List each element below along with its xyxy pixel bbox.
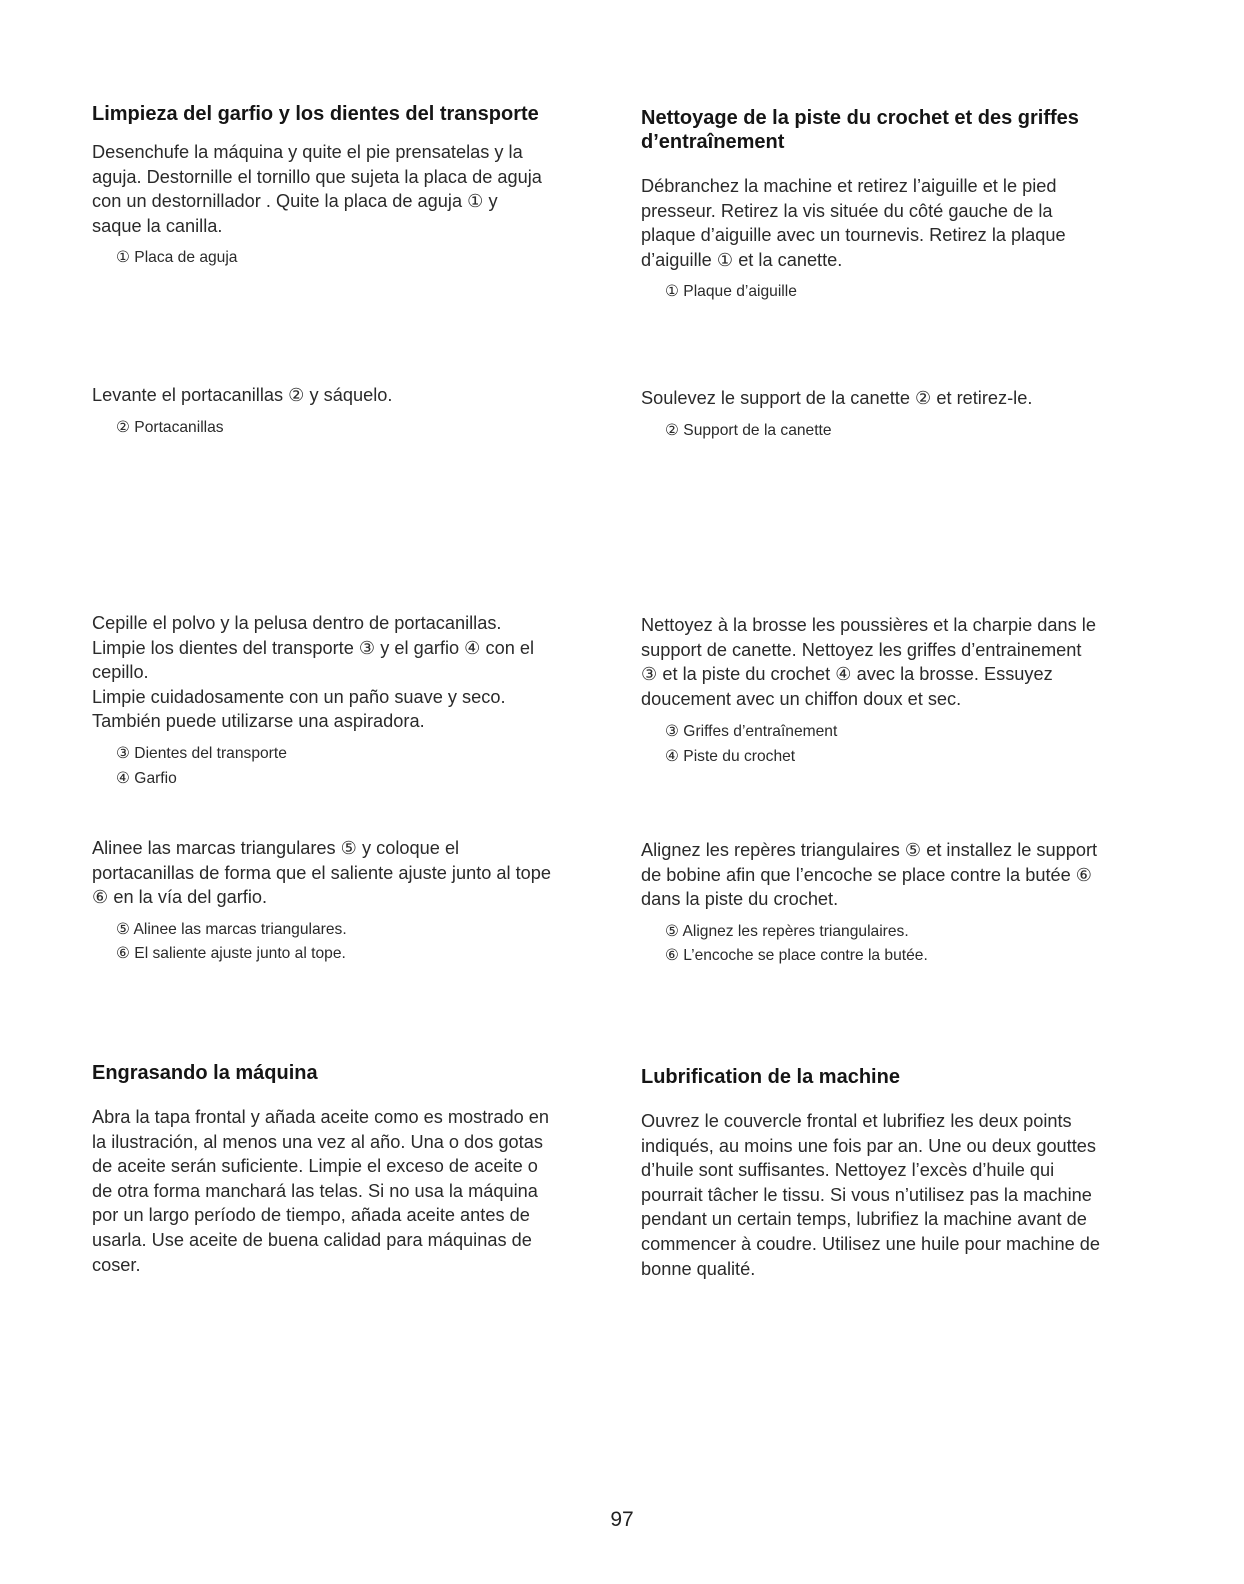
es-legend-1 [92,246,612,271]
text-line: cepillo. [92,662,149,683]
text-line: de bobine afin que l’encoche se place contre la butée ⑥ [641,864,1093,885]
text-line: con un destornillador . Quite la placa de aguja ① y [92,191,498,212]
text-line: coser. [92,1254,141,1275]
text-line: ③ et la piste du crochet ④ avec la brosse. Essuyez [641,664,1053,685]
legend-item: ② Portacanillas [116,418,224,436]
fr-legend-4 [641,920,1161,969]
text-line: por un largo período de tiempo, añada aceite antes de [92,1205,530,1226]
es-legend-2 [92,416,612,441]
text-line: presseur. Retirez la vis située du côté gauche de la [641,200,1053,221]
text-line: Débranchez la machine et retirez l’aiguille et le pied [641,176,1057,196]
fr-paragraph-5 [641,1109,1161,1281]
text-line: Limpie los dientes del transporte ③ y el garfio ④ con el [92,637,535,658]
es-legend-4 [92,918,612,967]
text-line: ⑥ en la vía del garfio. [92,887,268,908]
es-step-3 [92,611,612,791]
fr-legend-3 [641,720,1161,769]
es-paragraph-3 [92,611,612,734]
legend-item: ③ Dientes del transporte [116,744,287,762]
fr-paragraph-3 [641,613,1161,711]
heading-line: Nettoyage de la piste du crochet et des griffes [641,107,1079,129]
text-line: pendant un certain temps, lubrifiez la machine avant de [641,1209,1087,1230]
fr-heading-oiling: Lubrification de la machine [641,1066,900,1088]
fr-legend-1 [641,280,1161,305]
text-line: d’huile sont suffisantes. Nettoyez l’excès d’huile qui [641,1160,1055,1181]
text-line: aguja. Destornille el tornillo que sujeta la placa de aguja [92,166,542,187]
legend-item: ③ Griffes d’entraînement [665,723,838,741]
legend-item: ① Plaque d’aiguille [665,283,797,301]
fr-step-3 [641,613,1161,770]
legend-item: ④ Piste du crochet [665,747,796,765]
es-paragraph-1 [92,140,612,238]
es-step-4 [92,836,612,967]
page-number: 97 [610,1508,634,1531]
text-line: Nettoyez à la brosse les poussières et la charpie dans le [641,615,1096,635]
text-line: commencer à coudre. Utilisez une huile pour machine de [641,1233,1100,1254]
text-line: usarla. Use aceite de buena calidad para máquinas de [92,1229,532,1250]
es-legend-3 [92,742,612,791]
heading-line: d’entraînement [641,131,785,153]
legend-item: ⑥ El saliente ajuste junto al tope. [116,945,346,963]
fr-paragraph-2: Soulevez le support de la canette ② et retirez-le. [641,388,1033,408]
text-line: También puede utilizarse una aspiradora. [92,711,425,732]
text-line: saque la canilla. [92,215,223,236]
text-line: portacanillas de forma que el saliente ajuste junto al tope [92,862,552,883]
text-line: Cepille el polvo y la pelusa dentro de portacanillas. [92,613,502,633]
text-line: dans la piste du crochet. [641,889,839,910]
fr-step-2 [641,386,1161,443]
text-line: Alinee las marcas triangulares ⑤ y coloque el [92,838,460,858]
fr-paragraph-4 [641,838,1161,912]
fr-section-oiling [641,1065,1161,1281]
text-line: doucement avec un chiffon doux et sec. [641,688,962,709]
text-line: de otra forma manchará las telas. Si no usa la máquina [92,1180,538,1201]
text-line: Desenchufe la máquina y quite el pie prensatelas y la [92,142,523,162]
text-line: Abra la tapa frontal y añada aceite como es mostrado en [92,1107,549,1127]
fr-step-4 [641,838,1161,969]
es-heading-cleaning: Limpieza del garfio y los dientes del transporte [92,103,539,125]
es-paragraph-5 [92,1105,612,1277]
legend-item: ⑥ L’encoche se place contre la butée. [665,947,928,965]
legend-item: ④ Garfio [116,769,177,787]
legend-item: ② Support de la canette [665,421,832,439]
text-line: Alignez les repères triangulaires ⑤ et installez le support [641,840,1098,860]
text-line: bonne qualité. [641,1258,756,1279]
legend-item: ⑤ Alignez les repères triangulaires. [665,922,909,940]
text-line: plaque d’aiguille avec un tournevis. Retirez la plaque [641,225,1066,246]
text-line: pourrait tâcher le tissu. Si vous n’utilisez pas la machine [641,1184,1092,1205]
text-line: support de canette. Nettoyez les griffes d’entrainement [641,639,1082,660]
es-section-cleaning [92,102,612,271]
es-step-2 [92,383,612,440]
es-heading-oiling: Engrasando la máquina [92,1062,318,1084]
es-paragraph-2: Levante el portacanillas ② y sáquelo. [92,385,393,405]
text-line: Limpie cuidadosamente con un paño suave y seco. [92,686,506,707]
es-section-oiling [92,1061,612,1277]
fr-section-cleaning [641,106,1161,305]
fr-heading-cleaning [641,106,1161,154]
text-line: d’aiguille ① et la canette. [641,249,843,270]
text-line: de aceite serán suficiente. Limpie el exceso de aceite o [92,1156,538,1177]
text-line: Ouvrez le couvercle frontal et lubrifiez les deux points [641,1111,1072,1131]
text-line: la ilustración, al menos una vez al año. Una o dos gotas [92,1131,543,1152]
text-line: indiqués, au moins une fois par an. Une ou deux gouttes [641,1135,1096,1156]
legend-item: ⑤ Alinee las marcas triangulares. [116,920,347,938]
fr-legend-2 [641,419,1161,444]
es-paragraph-4 [92,836,612,910]
fr-paragraph-1 [641,174,1161,272]
legend-item: ① Placa de aguja [116,249,238,267]
